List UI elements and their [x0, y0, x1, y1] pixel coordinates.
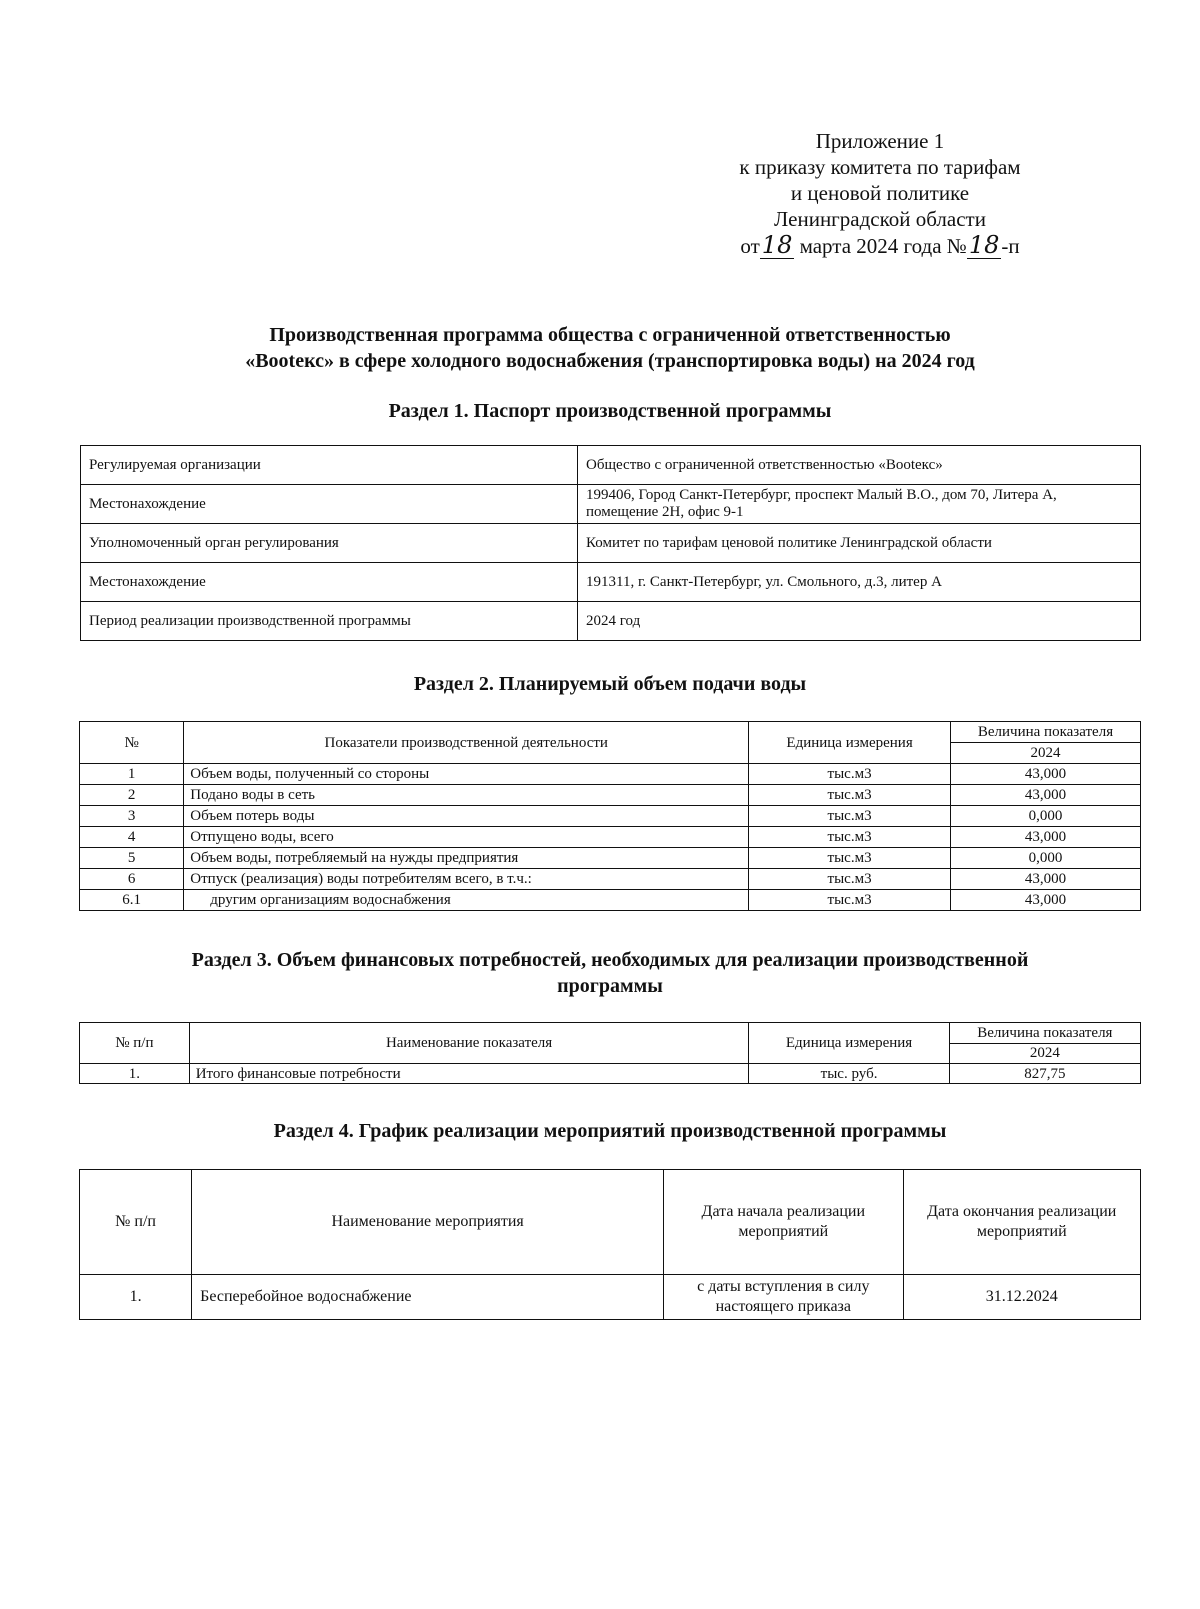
- schedule-table: [79, 1169, 1141, 1320]
- date-middle: марта 2024 года №: [799, 234, 967, 258]
- row-num: 3: [80, 806, 184, 827]
- header-start-date: Дата начала реализации мероприятий: [664, 1170, 903, 1275]
- row-num: 1.: [80, 1064, 190, 1084]
- passport-key: Местонахождение: [81, 563, 578, 602]
- document-title-line-2: «Вootекс» в сфере холодного водоснабжения (транспортировка воды) на 2024 год: [245, 350, 975, 372]
- header-name: Показатели производственной деятельности: [184, 722, 749, 764]
- table-row: [80, 785, 1141, 806]
- appendix-line-3: и ценовой политике: [790, 181, 970, 205]
- appendix-line-1: Приложение 1: [815, 129, 945, 153]
- header-num: №: [80, 722, 184, 764]
- row-num: 1.: [80, 1275, 192, 1320]
- table-row: [80, 890, 1141, 911]
- table-row: [81, 524, 1141, 563]
- table-row: [80, 848, 1141, 869]
- row-value: 43,000: [950, 890, 1140, 911]
- row-end-date: 31.12.2024: [903, 1275, 1140, 1320]
- row-num: 1: [80, 764, 184, 785]
- row-value: 43,000: [950, 764, 1140, 785]
- table-row: [81, 485, 1141, 524]
- row-name: Объем потерь воды: [184, 806, 749, 827]
- passport-value: 191311, г. Санкт-Петербург, ул. Смольного, д.3, литер А: [578, 563, 1141, 602]
- header-num: № п/п: [80, 1023, 190, 1064]
- row-num: 5: [80, 848, 184, 869]
- table-row: [80, 1275, 1141, 1320]
- passport-table: [80, 445, 1141, 641]
- table-row: [81, 446, 1141, 485]
- row-name: Объем воды, потребляемый на нужды предприятия: [184, 848, 749, 869]
- passport-value: Общество с ограниченной ответственностью «Вootекс»: [578, 446, 1141, 485]
- table-row: [80, 869, 1141, 890]
- table-row: [80, 806, 1141, 827]
- document-title-line-1: Производственная программа общества с ограниченной ответственностью: [269, 324, 951, 346]
- row-start-date: с даты вступления в силу настоящего приказа: [664, 1275, 903, 1320]
- passport-value: 2024 год: [578, 602, 1141, 641]
- appendix-line-4: Ленинградской области: [774, 207, 986, 231]
- row-unit: тыс.м3: [749, 869, 951, 890]
- passport-key: Уполномоченный орган регулирования: [81, 524, 578, 563]
- header-year: 2024: [949, 1043, 1140, 1064]
- financial-needs-table: [79, 1022, 1141, 1084]
- table-row: [81, 602, 1141, 641]
- appendix-line-2: к приказу комитета по тарифам: [739, 155, 1021, 179]
- row-value: 0,000: [950, 806, 1140, 827]
- row-unit: тыс.м3: [749, 764, 951, 785]
- document-title: [80, 322, 1140, 374]
- row-name: Подано воды в сеть: [184, 785, 749, 806]
- section-2-title: Раздел 2. Планируемый объем подачи воды: [413, 673, 807, 695]
- row-value: 43,000: [950, 785, 1140, 806]
- row-num: 6: [80, 869, 184, 890]
- section-3-title-line-1: Раздел 3. Объем финансовых потребностей, необходимых для реализации производственной: [191, 949, 1029, 971]
- row-value: 0,000: [950, 848, 1140, 869]
- table-header-row: [80, 722, 1141, 743]
- row-unit: тыс.м3: [749, 827, 951, 848]
- section-4-title: Раздел 4. График реализации мероприятий производственной программы: [273, 1120, 947, 1142]
- table-row: [80, 1064, 1141, 1084]
- row-unit: тыс.м3: [749, 806, 951, 827]
- row-unit: тыс.м3: [749, 785, 951, 806]
- table-row: [80, 827, 1141, 848]
- header-value: Величина показателя: [950, 722, 1140, 743]
- row-name: Объем воды, полученный со стороны: [184, 764, 749, 785]
- passport-value: Комитет по тарифам ценовой политике Ленинградской области: [578, 524, 1141, 563]
- row-name: Бесперебойное водоснабжение: [192, 1275, 664, 1320]
- header-unit: Единица измерения: [749, 1023, 949, 1064]
- date-prefix: от: [740, 234, 760, 258]
- row-value: 827,75: [949, 1064, 1140, 1084]
- date-suffix: -п: [1001, 234, 1020, 258]
- passport-value: 199406, Город Санкт-Петербург, проспект Малый В.О., дом 70, Литера А, помещение 2Н, офис 9-1: [578, 485, 1141, 524]
- row-num: 4: [80, 827, 184, 848]
- table-row: [80, 764, 1141, 785]
- section-3-title: [80, 947, 1140, 999]
- header-name: Наименование показателя: [189, 1023, 749, 1064]
- section-3-title-line-2: программы: [557, 975, 663, 997]
- header-year: 2024: [950, 743, 1140, 764]
- row-unit: тыс.м3: [749, 890, 951, 911]
- header-value: Величина показателя: [949, 1023, 1140, 1044]
- row-unit: тыс.м3: [749, 848, 951, 869]
- row-name: Итого финансовые потребности: [189, 1064, 749, 1084]
- row-name: Отпущено воды, всего: [184, 827, 749, 848]
- row-value: 43,000: [950, 827, 1140, 848]
- row-num: 6.1: [80, 890, 184, 911]
- header-unit: Единица измерения: [749, 722, 951, 764]
- section-1-title: Раздел 1. Паспорт производственной программы: [388, 400, 832, 422]
- appendix-header: [700, 128, 1060, 259]
- passport-key: Период реализации производственной программы: [81, 602, 578, 641]
- passport-key: Местонахождение: [81, 485, 578, 524]
- row-value: 43,000: [950, 869, 1140, 890]
- row-name: другим организациям водоснабжения: [184, 890, 749, 911]
- handwritten-number: 18: [968, 231, 1000, 259]
- header-end-date: Дата окончания реализации мероприятий: [903, 1170, 1140, 1275]
- table-header-row: [80, 1170, 1141, 1275]
- appendix-date-line: [700, 232, 1060, 259]
- header-name: Наименование мероприятия: [192, 1170, 664, 1275]
- row-name: Отпуск (реализация) воды потребителям всего, в т.ч.:: [184, 869, 749, 890]
- row-num: 2: [80, 785, 184, 806]
- handwritten-day: 18: [761, 231, 793, 259]
- row-unit: тыс. руб.: [749, 1064, 949, 1084]
- passport-key: Регулируемая организации: [81, 446, 578, 485]
- table-header-row: [80, 1023, 1141, 1044]
- water-volume-table: [79, 721, 1141, 911]
- header-num: № п/п: [80, 1170, 192, 1275]
- table-row: [81, 563, 1141, 602]
